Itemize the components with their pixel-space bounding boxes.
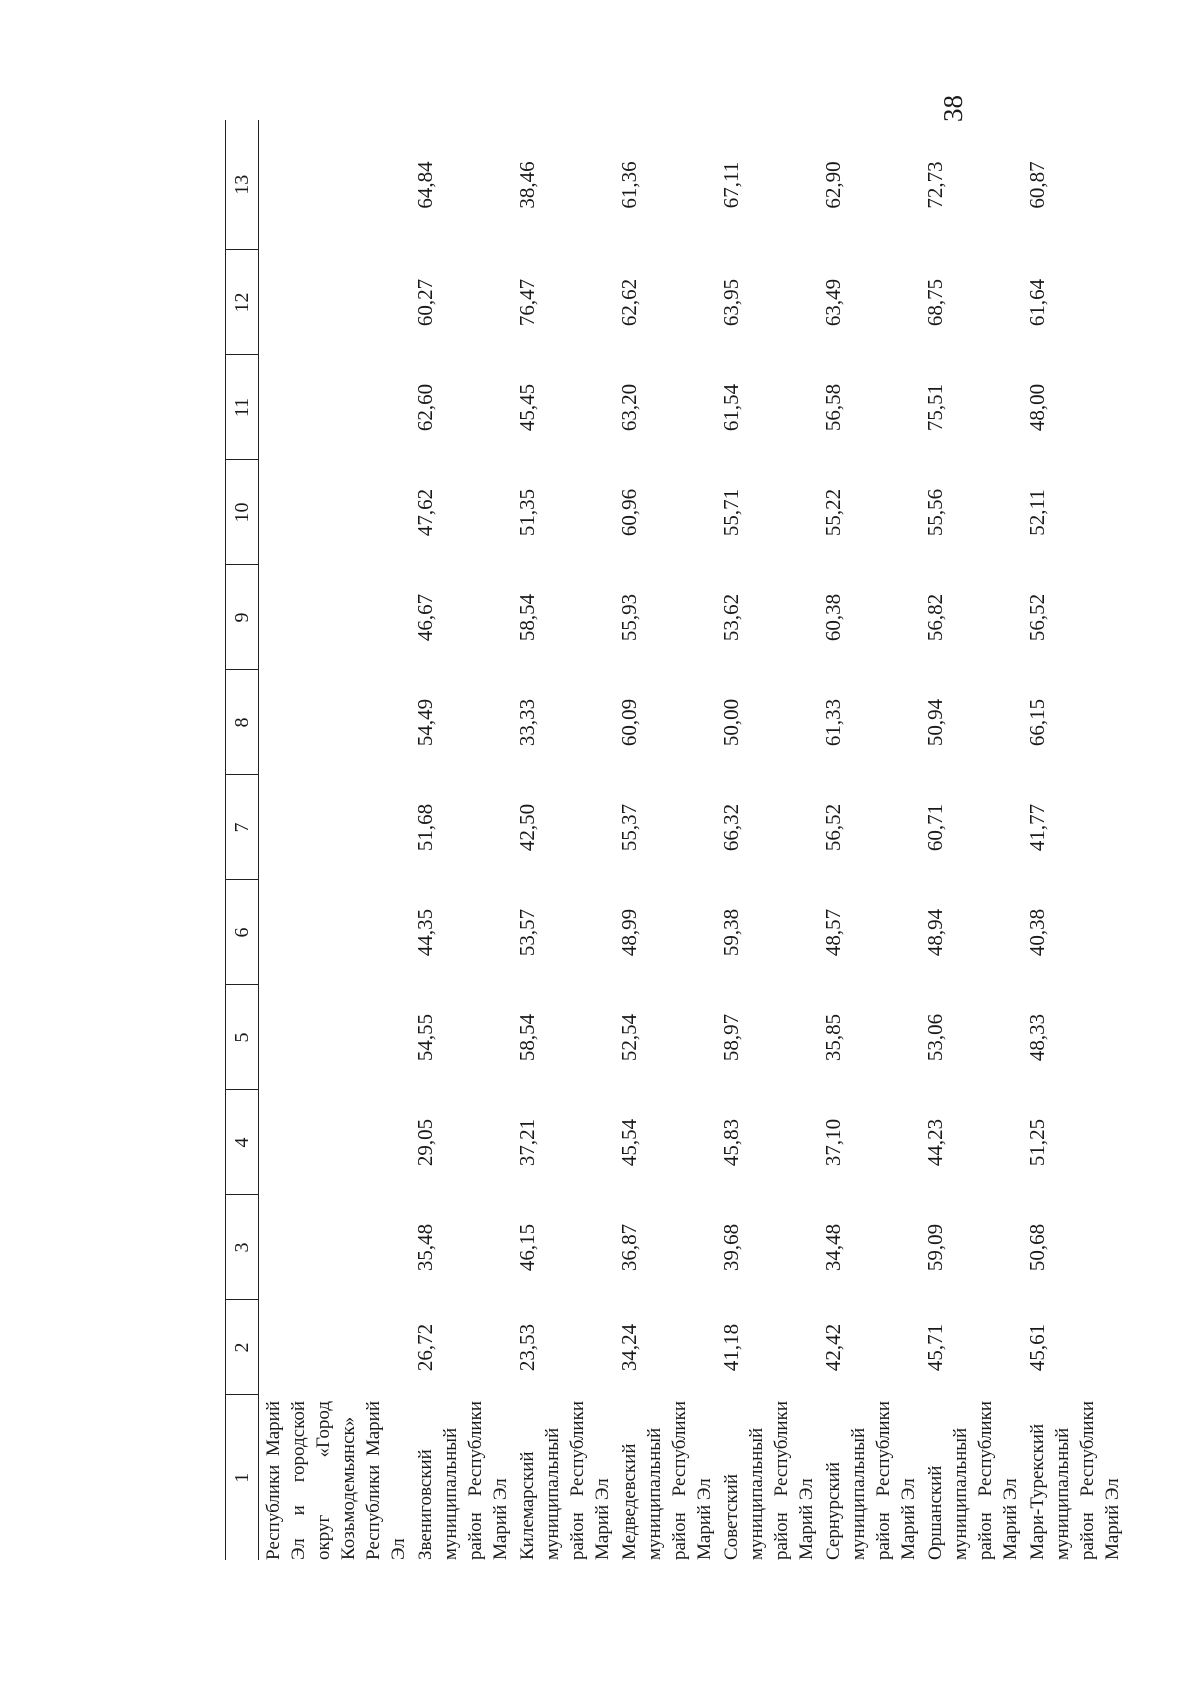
- value-cell: 41,77: [1025, 803, 1049, 852]
- value-cell: 60,09: [617, 698, 641, 747]
- value-cell: 47,62: [413, 488, 437, 537]
- value-cell: 26,72: [413, 1323, 437, 1372]
- value-cell: 60,71: [923, 803, 947, 852]
- value-cell: 58,54: [515, 593, 539, 642]
- column-header: 10: [226, 460, 259, 565]
- value-cell: 35,48: [413, 1223, 437, 1272]
- row-name-cell: Медведевский муниципальный район Республики Марий Эл: [619, 1401, 715, 1560]
- value-cell: 34,48: [821, 1223, 845, 1272]
- value-cell: 56,82: [923, 593, 947, 642]
- column-header: 7: [226, 775, 259, 880]
- value-cell: 58,54: [515, 1013, 539, 1062]
- value-cell: [259, 1090, 412, 1195]
- value-cell: 68,75: [923, 278, 947, 327]
- value-cell: [259, 565, 412, 670]
- column-header: 3: [226, 1195, 259, 1300]
- value-cell: 55,22: [821, 488, 845, 537]
- value-cell: [259, 120, 412, 250]
- value-cell: 48,99: [617, 908, 641, 957]
- table-row: [411, 120, 513, 1560]
- value-cell: 44,23: [923, 1118, 947, 1167]
- value-cell: 55,71: [719, 488, 743, 537]
- value-cell: 62,90: [821, 161, 845, 209]
- column-header: 13: [226, 120, 259, 250]
- value-cell: 55,93: [617, 593, 641, 642]
- value-cell: [259, 1300, 412, 1395]
- column-header: 1: [226, 1395, 259, 1560]
- value-cell: 63,20: [617, 383, 641, 432]
- value-cell: [259, 670, 412, 775]
- value-cell: 38,46: [515, 161, 539, 209]
- column-header: 8: [226, 670, 259, 775]
- table-rotated-container: [225, 125, 1123, 1560]
- column-header: 2: [226, 1300, 259, 1395]
- value-cell: 44,35: [413, 908, 437, 957]
- column-header: 5: [226, 985, 259, 1090]
- value-cell: 46,67: [413, 593, 437, 642]
- value-cell: 48,57: [821, 908, 845, 957]
- page-number: 38: [938, 95, 968, 122]
- value-cell: 62,60: [413, 383, 437, 432]
- value-cell: 50,00: [719, 698, 743, 747]
- table-row: [717, 120, 819, 1560]
- value-cell: [259, 1195, 412, 1300]
- row-name-cell: Республики Марий Эл и городской округ «Город Козьмодемьянск» Республики Марий Эл: [263, 1401, 409, 1560]
- value-cell: 42,42: [821, 1323, 845, 1372]
- value-cell: 45,54: [617, 1118, 641, 1167]
- value-cell: 56,52: [1025, 593, 1049, 642]
- value-cell: 45,45: [515, 383, 539, 432]
- table-row: [921, 120, 1023, 1560]
- value-cell: 60,87: [1025, 161, 1049, 209]
- table-row: [819, 120, 921, 1560]
- row-name-cell: Мари-Турекский муниципальный район Республики Марий Эл: [1027, 1401, 1123, 1560]
- value-cell: 58,97: [719, 1013, 743, 1062]
- value-cell: 55,37: [617, 803, 641, 852]
- value-cell: [259, 985, 412, 1090]
- value-cell: 53,06: [923, 1013, 947, 1062]
- value-cell: 55,56: [923, 488, 947, 537]
- value-cell: 61,33: [821, 698, 845, 747]
- table-row: [513, 120, 615, 1560]
- value-cell: 61,64: [1025, 278, 1049, 327]
- value-cell: 60,96: [617, 488, 641, 537]
- value-cell: 59,09: [923, 1223, 947, 1272]
- value-cell: 23,53: [515, 1323, 539, 1372]
- value-cell: 56,58: [821, 383, 845, 432]
- value-cell: 40,38: [1025, 908, 1049, 957]
- value-cell: 53,57: [515, 908, 539, 957]
- value-cell: 56,52: [821, 803, 845, 852]
- value-cell: 66,15: [1025, 698, 1049, 747]
- table-body: [259, 120, 1126, 1560]
- value-cell: [259, 460, 412, 565]
- column-header: 12: [226, 250, 259, 355]
- value-cell: 51,68: [413, 803, 437, 852]
- value-cell: 76,47: [515, 278, 539, 327]
- table-row: [615, 120, 717, 1560]
- value-cell: 41,18: [719, 1323, 743, 1372]
- header-row: [226, 120, 259, 1560]
- value-cell: 67,11: [719, 161, 743, 209]
- row-name-cell: Оршанский муниципальный район Республики Марий Эл: [925, 1401, 1021, 1560]
- value-cell: 63,49: [821, 278, 845, 327]
- value-cell: 34,24: [617, 1323, 641, 1372]
- value-cell: 45,71: [923, 1323, 947, 1372]
- value-cell: 64,84: [413, 161, 437, 209]
- value-cell: 52,11: [1025, 489, 1049, 536]
- value-cell: 54,49: [413, 698, 437, 747]
- value-cell: 46,15: [515, 1223, 539, 1272]
- value-cell: 45,83: [719, 1118, 743, 1167]
- value-cell: 51,35: [515, 488, 539, 537]
- value-cell: 51,25: [1025, 1118, 1049, 1167]
- value-cell: 72,73: [923, 161, 947, 209]
- value-cell: 53,62: [719, 593, 743, 642]
- table-row: [1023, 120, 1125, 1560]
- value-cell: 42,50: [515, 803, 539, 852]
- value-cell: [259, 775, 412, 880]
- value-cell: 59,38: [719, 908, 743, 957]
- value-cell: [259, 355, 412, 460]
- value-cell: 75,51: [923, 383, 947, 432]
- value-cell: 48,94: [923, 908, 947, 957]
- value-cell: 62,62: [617, 278, 641, 327]
- column-header: 6: [226, 880, 259, 985]
- value-cell: 29,05: [413, 1118, 437, 1167]
- value-cell: 50,68: [1025, 1223, 1049, 1272]
- value-cell: 61,54: [719, 383, 743, 432]
- value-cell: 54,55: [413, 1013, 437, 1062]
- value-cell: 35,85: [821, 1013, 845, 1062]
- value-cell: 39,68: [719, 1223, 743, 1272]
- value-cell: [259, 250, 412, 355]
- value-cell: 33,33: [515, 698, 539, 747]
- value-cell: 61,36: [617, 161, 641, 209]
- value-cell: [259, 880, 412, 985]
- value-cell: 36,87: [617, 1223, 641, 1272]
- column-header: 4: [226, 1090, 259, 1195]
- value-cell: 48,00: [1025, 383, 1049, 432]
- value-cell: 60,27: [413, 278, 437, 327]
- value-cell: 66,32: [719, 803, 743, 852]
- row-name-cell: Килемарский муниципальный район Республики Марий Эл: [517, 1401, 613, 1560]
- data-table: [225, 120, 1125, 1560]
- column-header: 11: [226, 355, 259, 460]
- row-name-cell: Сернурский муниципальный район Республики Марий Эл: [823, 1401, 919, 1560]
- value-cell: 52,54: [617, 1013, 641, 1062]
- row-name-cell: Советский муниципальный район Республики Марий Эл: [721, 1401, 817, 1560]
- table-row: [259, 120, 412, 1560]
- value-cell: 50,94: [923, 698, 947, 747]
- value-cell: 37,10: [821, 1118, 845, 1167]
- value-cell: 37,21: [515, 1118, 539, 1167]
- value-cell: 48,33: [1025, 1013, 1049, 1062]
- value-cell: 63,95: [719, 278, 743, 327]
- value-cell: 45,61: [1025, 1323, 1049, 1372]
- row-name-cell: Звениговский муниципальный район Республики Марий Эл: [415, 1401, 511, 1560]
- column-header: 9: [226, 565, 259, 670]
- value-cell: 60,38: [821, 593, 845, 642]
